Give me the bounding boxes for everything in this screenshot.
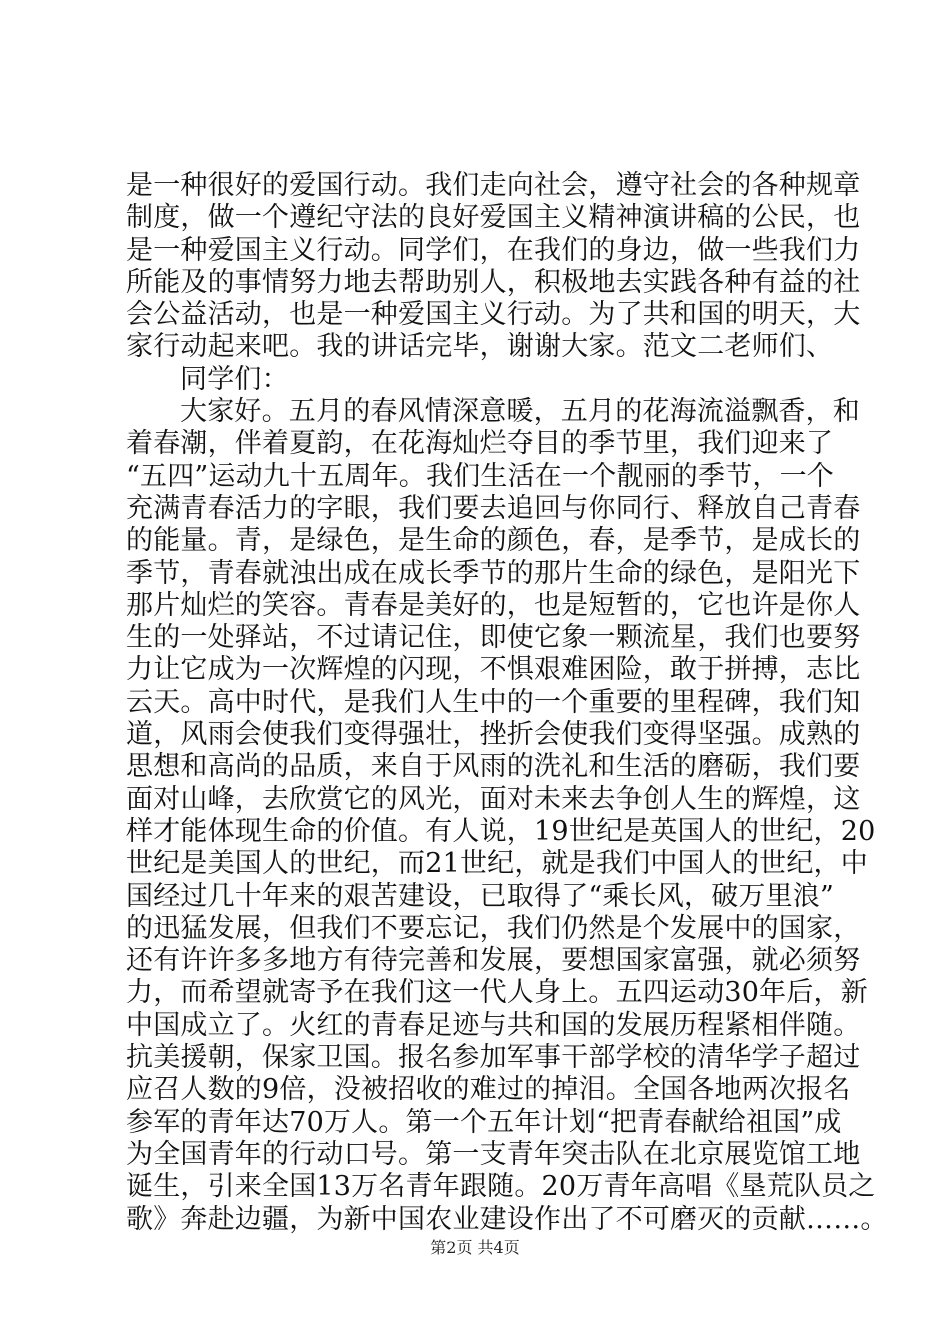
text-line: 力让它成为一次辉煌的闪现，不惧艰难困险，敢于拼搏，志比 (126, 654, 861, 686)
text-line: 家行动起来吧。我的讲话完毕，谢谢大家。范文二老师们、 (126, 331, 834, 363)
text-line: 道，风雨会使我们变得强壮，挫折会使我们变得坚强。成熟的 (126, 719, 861, 751)
text-line: 国经过几十年来的艰苦建设，已取得了“乘长风，破万里浪” (126, 880, 835, 912)
text-line: 充满青春活力的字眼，我们要去追回与你同行、释放自己青春 (126, 492, 861, 524)
text-line: 中国成立了。火红的青春足迹与共和国的发展历程紧相伴随。 (126, 1009, 861, 1041)
text-line: 为全国青年的行动口号。第一支青年突击队在北京展览馆工地 (126, 1138, 861, 1170)
text-line: 抗美援朝，保家卫国。报名参加军事干部学校的清华学子超过 (126, 1042, 861, 1074)
text-line: 所能及的事情努力地去帮助别人，积极地去实践各种有益的社 (126, 266, 861, 298)
text-line: 诞生，引来全国13万名青年跟随。20万青年高唱《垦荒队员之 (126, 1171, 876, 1203)
text-line: 参军的青年达70万人。第一个五年计划“把青春献给祖国”成 (126, 1106, 842, 1138)
text-line: 云天。高中时代，是我们人生中的一个重要的里程碑，我们知 (126, 686, 861, 718)
text-line: 会公益活动，也是一种爱国主义行动。为了共和国的明天，大 (126, 299, 861, 331)
text-line: 还有许许多多地方有待完善和发展，要想国家富强，就必须努 (126, 945, 861, 977)
text-line: 是一种很好的爱国行动。我们走向社会，遵守社会的各种规章 (126, 170, 861, 201)
text-line: 大家好。五月的春风情深意暖，五月的花海流溢飘香，和 (180, 396, 860, 428)
text-line: 样才能体现生命的价值。有人说，19世纪是英国人的世纪，20 (126, 815, 876, 847)
text-line: 生的一处驿站，不过请记住，即使它象一颗流星，我们也要努 (126, 622, 861, 654)
document-body (126, 170, 888, 1236)
text-line: “五四”运动九十五周年。我们生活在一个靓丽的季节，一个 (126, 460, 835, 492)
text-line: 那片灿烂的笑容。青春是美好的，也是短暂的，它也许是你人 (126, 589, 861, 621)
text-line: 应召人数的9倍，没被招收的难过的掉泪。全国各地两次报名 (126, 1074, 851, 1106)
page-footer: 第2页 共4页 (430, 1238, 520, 1257)
text-line: 的能量。青，是绿色，是生命的颜色，春，是季节，是成长的 (126, 525, 861, 557)
text-line: 世纪是美国人的世纪，而21世纪，就是我们中国人的世纪，中 (126, 848, 868, 880)
text-line: 着春潮，伴着夏韵，在花海灿烂夺目的季节里，我们迎来了 (126, 428, 834, 460)
text-line: 的迅猛发展，但我们不要忘记，我们仍然是个发展中的国家， (126, 912, 861, 944)
text-line: 同学们： (180, 363, 289, 395)
text-line: 面对山峰，去欣赏它的风光，面对未来去争创人生的辉煌，这 (126, 783, 861, 815)
text-line: 力，而希望就寄予在我们这一代人身上。五四运动30年后，新 (126, 977, 868, 1009)
text-line: 制度，做一个遵纪守法的良好爱国主义精神演讲稿的公民，也 (126, 202, 861, 234)
text-line: 思想和高尚的品质，来自于风雨的洗礼和生活的磨砺，我们要 (126, 751, 861, 783)
text-line: 是一种爱国主义行动。同学们，在我们的身边，做一些我们力 (126, 234, 861, 266)
text-line: 季节，青春就浊出成在成长季节的那片生命的绿色，是阳光下 (126, 557, 861, 589)
text-line: 歌》奔赴边疆，为新中国农业建设作出了不可磨灭的贡献……。 (126, 1203, 888, 1235)
